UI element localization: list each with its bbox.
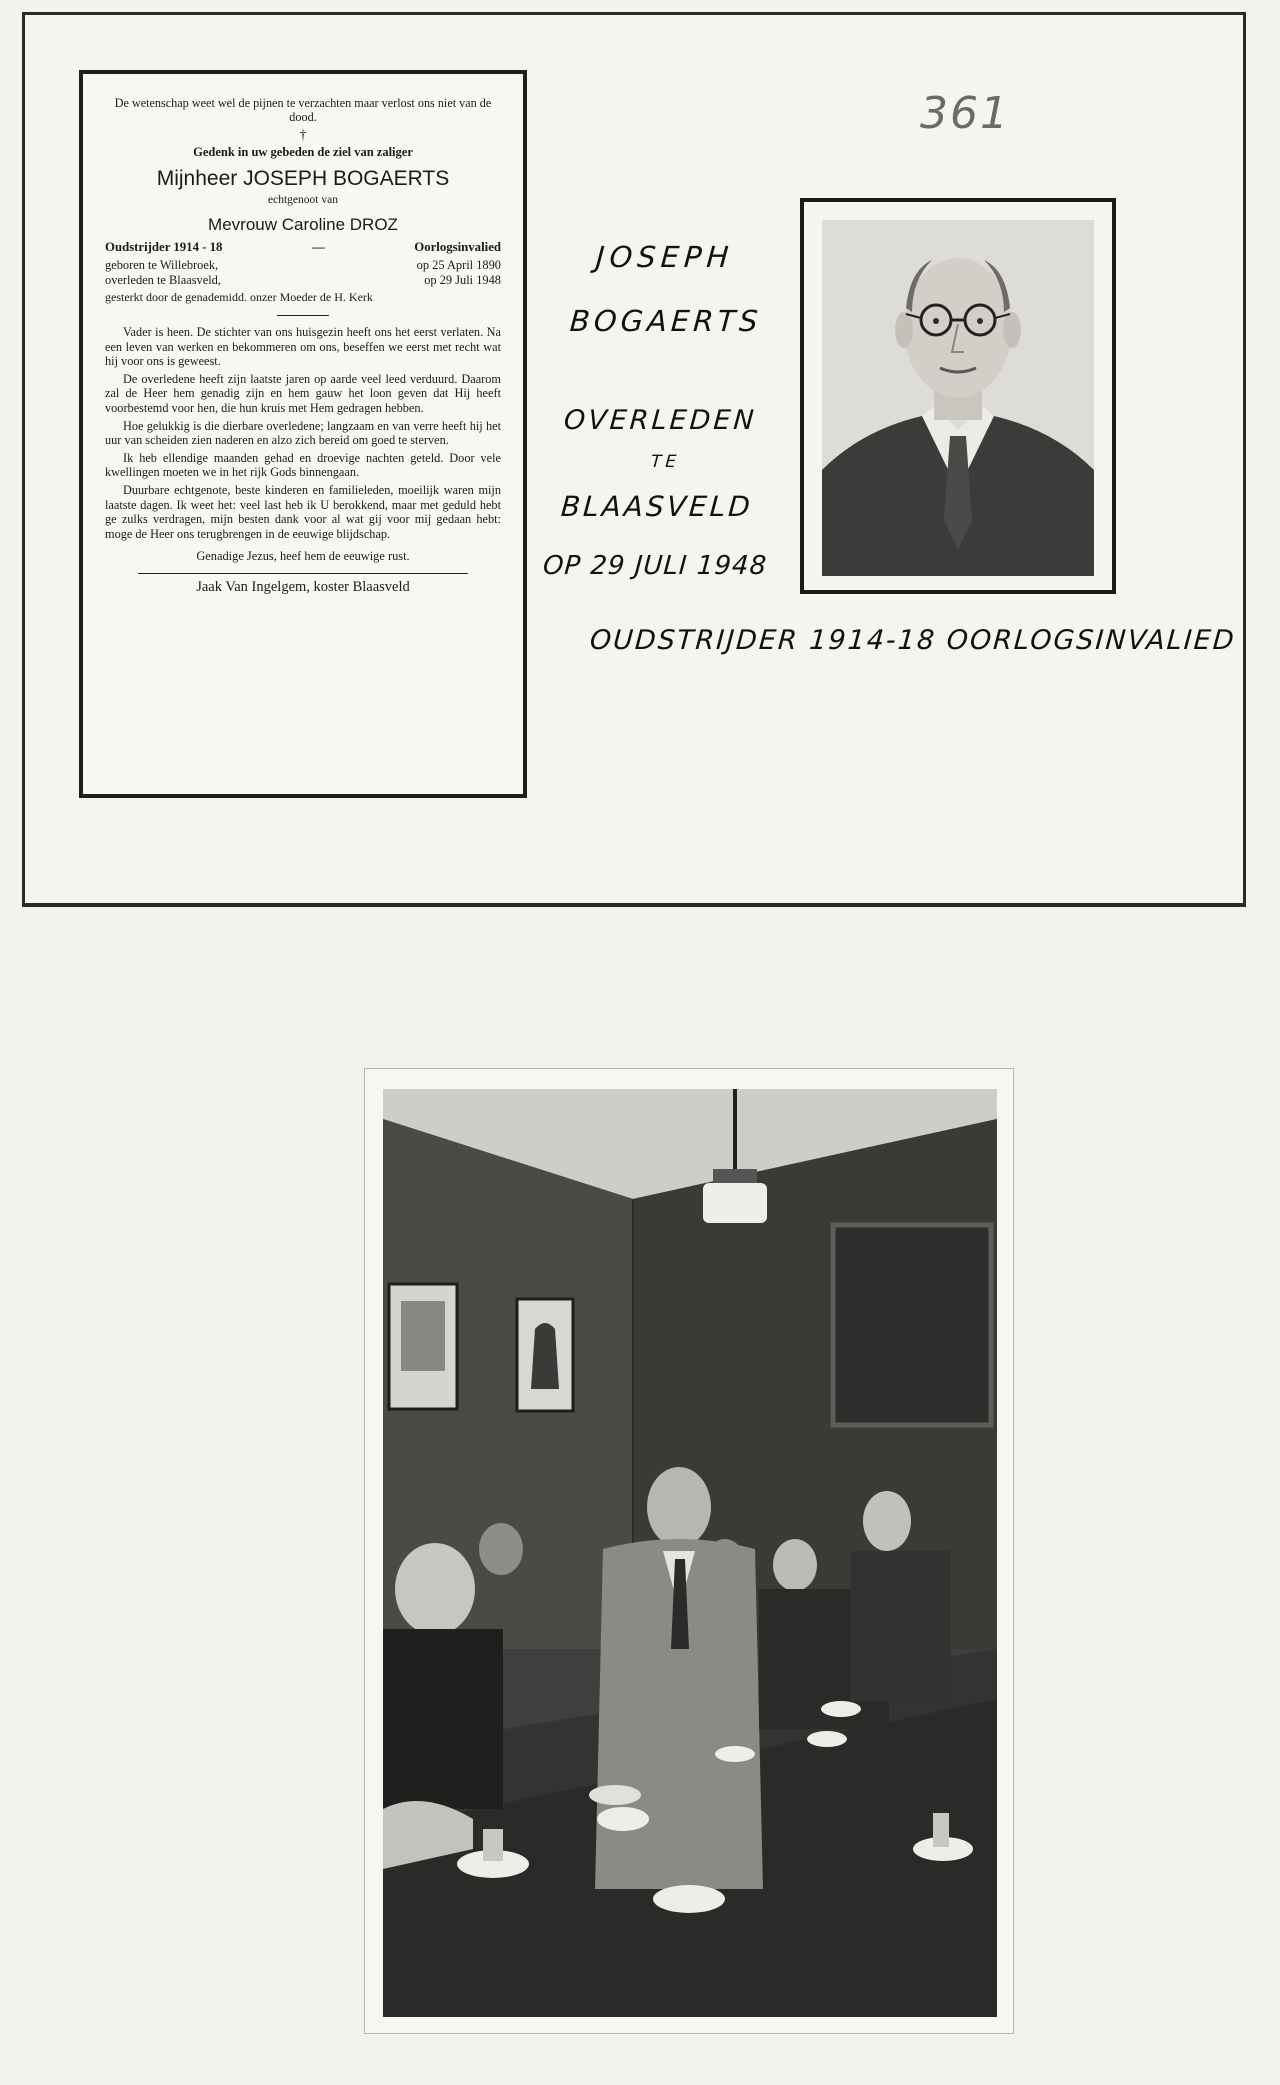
meeting-photo <box>383 1089 997 2017</box>
card-gedenk: Gedenk in uw gebeden de ziel van zaliger <box>193 145 413 159</box>
veteran-line <box>105 240 501 255</box>
card-divider <box>277 315 329 316</box>
meeting-image <box>383 1089 997 2017</box>
handwritten-place: BLAASVELD <box>559 490 755 523</box>
born-place: geboren te Willebroek, <box>105 258 219 272</box>
portrait-photo <box>822 220 1094 576</box>
veteran-dash: — <box>311 240 325 254</box>
handwritten-te: TE <box>650 452 681 472</box>
spouse-label: echtgenoot van <box>268 194 338 206</box>
died-line <box>105 273 501 288</box>
born-date: op 25 April 1890 <box>416 258 501 272</box>
card-paragraph: Duurbare echtgenote, beste kinderen en familieleden, moeilijk waren mijn laatste dagen. Ik weet het: veel last heb ik U berokkend, maar met geduld hebt ge zulks verdragen, mijn besten dank voor al wat gij voor mij gedaan hebt: moge de Heer ons terugbrengen in de eeuwige blijdschap. <box>105 482 501 541</box>
veteran-left: Oudstrijder 1914 - 18 <box>105 240 223 254</box>
portrait-image <box>822 220 1094 576</box>
card-motto: De wetenschap weet wel de pijnen te verzachten maar verlost ons niet van de dood. <box>114 96 492 124</box>
handwritten-veteran: OUDSTRIJDER 1914-18 OORLOGSINVALIED <box>588 625 1237 656</box>
deceased-name: Mijnheer JOSEPH BOGAERTS <box>156 167 450 190</box>
photo-mount <box>364 1068 1014 2034</box>
portrait-frame <box>800 198 1116 594</box>
cross-icon: † <box>299 128 307 143</box>
card-printer: Jaak Van Ingelgem, koster Blaasveld <box>196 579 410 596</box>
card-paragraph: De overledene heeft zijn laatste jaren op aarde veel leed verduurd. Daarom zal de Heer hem genadig zijn en hem gauw het loon geven dat Hij heeft voorbestemd voor hen, die hun kruis met Hem gedragen hebben. <box>105 371 501 415</box>
handwritten-died: OVERLEDEN <box>562 405 758 436</box>
handwritten-date: OP 29 JULI 1948 <box>541 551 769 581</box>
gesterkt-line: gesterkt door de genademidd. onzer Moeder de H. Kerk <box>105 290 373 304</box>
born-line <box>105 258 501 273</box>
printer-divider <box>138 573 468 574</box>
page-number: 361 <box>920 88 1010 139</box>
card-paragraph: Vader is heen. De stichter van ons huisgezin heeft ons het eerst verlaten. Na een leven van werken en bekommeren om ons, beseffen we eerst met recht wat hij voor ons is geweest. <box>105 325 501 369</box>
card-closing: Genadige Jezus, heef hem de eeuwige rust. <box>196 549 410 564</box>
died-date: op 29 Juli 1948 <box>424 273 501 287</box>
card-paragraph: Hoe gelukkig is die dierbare overledene; langzaam en van verre heeft hij het uur van scheiden zien naderen en alzo zich bereid om goed te sterven. <box>105 418 501 448</box>
handwritten-first-name: JOSEPH <box>594 240 735 274</box>
memorial-card <box>79 70 527 798</box>
died-place: overleden te Blaasveld, <box>105 273 221 287</box>
veteran-right: Oorlogsinvalied <box>414 240 501 254</box>
spouse-name: Mevrouw Caroline DROZ <box>208 215 398 234</box>
card-paragraph: Ik heb ellendige maanden gehad en droevige nachten geteld. Door vele kwellingen moeten we in het rijk Gods binnengaan. <box>105 450 501 480</box>
handwritten-last-name: BOGAERTS <box>568 304 763 338</box>
